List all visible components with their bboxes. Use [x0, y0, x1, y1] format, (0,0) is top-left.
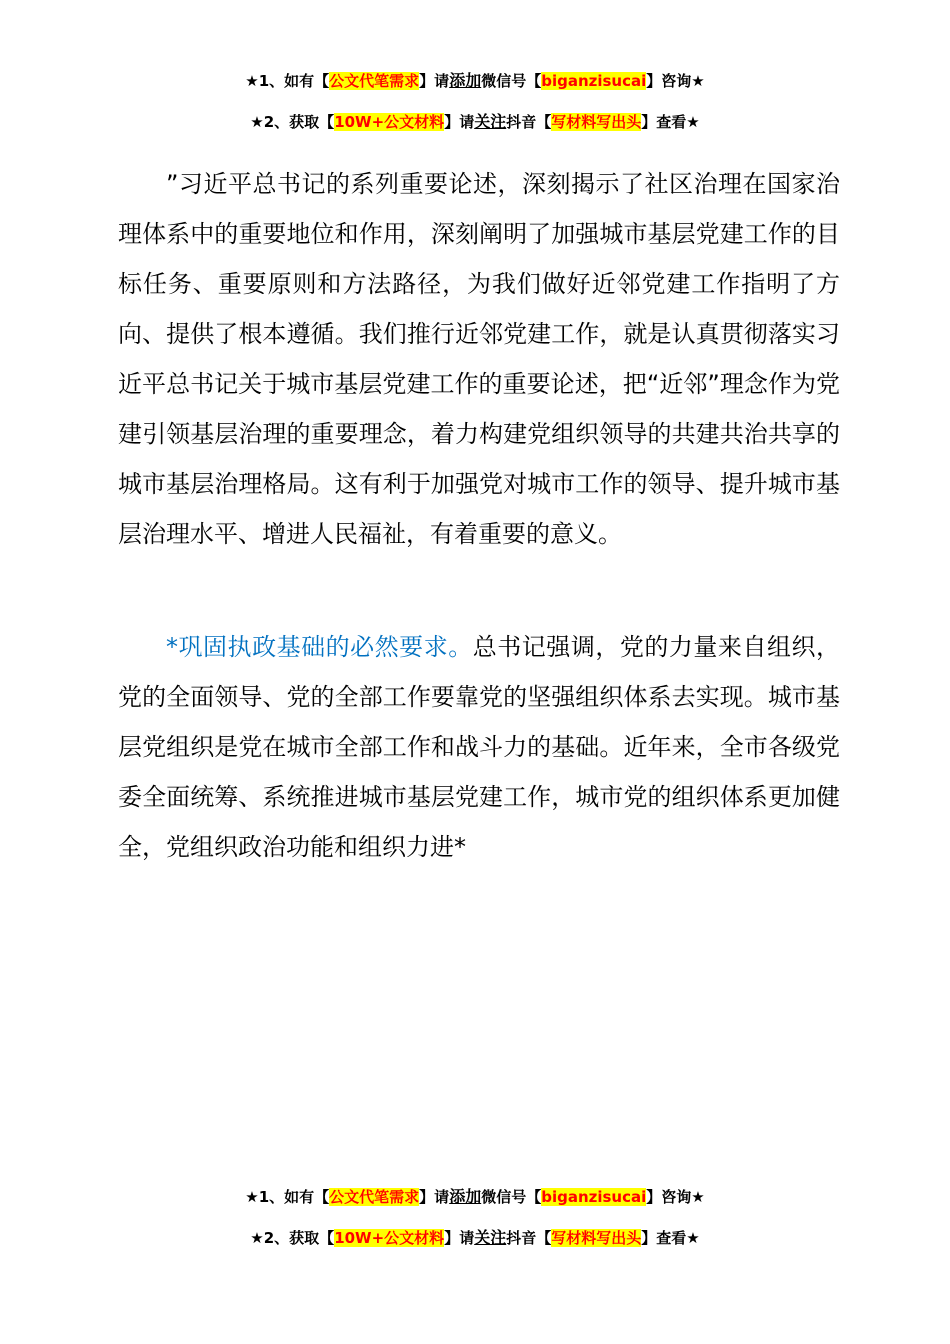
- footer-banner-line-1: [0, 1186, 950, 1208]
- banner-text: 】请: [419, 72, 450, 90]
- header-banner-line-1: [0, 70, 950, 92]
- banner-text: 】请: [419, 1188, 450, 1206]
- banner-text: 】请: [444, 113, 475, 131]
- banner-text: 抖音【: [506, 113, 552, 131]
- body-paragraph-1: ”习近平总书记的系列重要论述，深刻揭示了社区治理在国家治理体系中的重要地位和作用，深刻阐明了加强城市基层党建工作的目标任务、重要原则和方法路径，为我们做好近邻党建工作指明了方向、提供了根本遵循。我们推行近邻党建工作，就是认真贯彻落实习近平总书记关于城市基层党建工作的重要论述，把“近邻”理念作为党建引领基层治理的重要理念，着力构建党组织领导的共建共治共享的城市基层治理格局。这有利于加强党对城市工作的领导、提升城市基层治理水平、增进人民福祉，有着重要的意义。: [118, 170, 840, 548]
- banner-emphasis: 关注: [474, 112, 507, 131]
- banner-text: 微信号【: [481, 72, 542, 90]
- banner-suffix: 】查看★: [641, 113, 700, 131]
- banner-highlight-materials: 10W+公文材料: [334, 1229, 445, 1247]
- banner-prefix: ★2、获取【: [250, 1229, 335, 1247]
- header-banner-line-2: [0, 111, 950, 133]
- banner-suffix: 】咨询★: [646, 72, 705, 90]
- paragraph-lead-heading: *巩固执政基础的必然要求。: [166, 633, 473, 661]
- banner-suffix: 】咨询★: [646, 1188, 705, 1206]
- banner-text: 抖音【: [506, 1229, 552, 1247]
- footer-banner-line-2: [0, 1227, 950, 1249]
- banner-highlight-wechat-id: biganzisucai: [541, 1188, 647, 1206]
- banner-text: 】请: [444, 1229, 475, 1247]
- banner-emphasis: 添加: [449, 71, 482, 90]
- banner-highlight-materials: 10W+公文材料: [334, 113, 445, 131]
- banner-suffix: 】查看★: [641, 1229, 700, 1247]
- body-paragraph-2: [118, 622, 840, 872]
- banner-highlight-service: 公文代笔需求: [329, 72, 420, 90]
- banner-prefix: ★2、获取【: [250, 113, 335, 131]
- banner-emphasis: 添加: [449, 1187, 482, 1206]
- banner-highlight-service: 公文代笔需求: [329, 1188, 420, 1206]
- banner-prefix: ★1、如有【: [245, 72, 330, 90]
- banner-emphasis: 关注: [474, 1228, 507, 1247]
- banner-highlight-douyin: 写材料写出头: [551, 1229, 642, 1247]
- banner-text: 微信号【: [481, 1188, 542, 1206]
- banner-highlight-douyin: 写材料写出头: [551, 113, 642, 131]
- paragraph-text: 总书记强调，党的力量来自组织，党的全面领导、党的全部工作要靠党的坚强组织体系去实现。城市基层党组织是党在城市全部工作和战斗力的基础。近年来，全市各级党委全面统筹、系统推进城市基层党建工作，城市党的组织体系更加健全，党组织政治功能和组织力进*: [118, 633, 841, 861]
- banner-highlight-wechat-id: biganzisucai: [541, 72, 647, 90]
- banner-prefix: ★1、如有【: [245, 1188, 330, 1206]
